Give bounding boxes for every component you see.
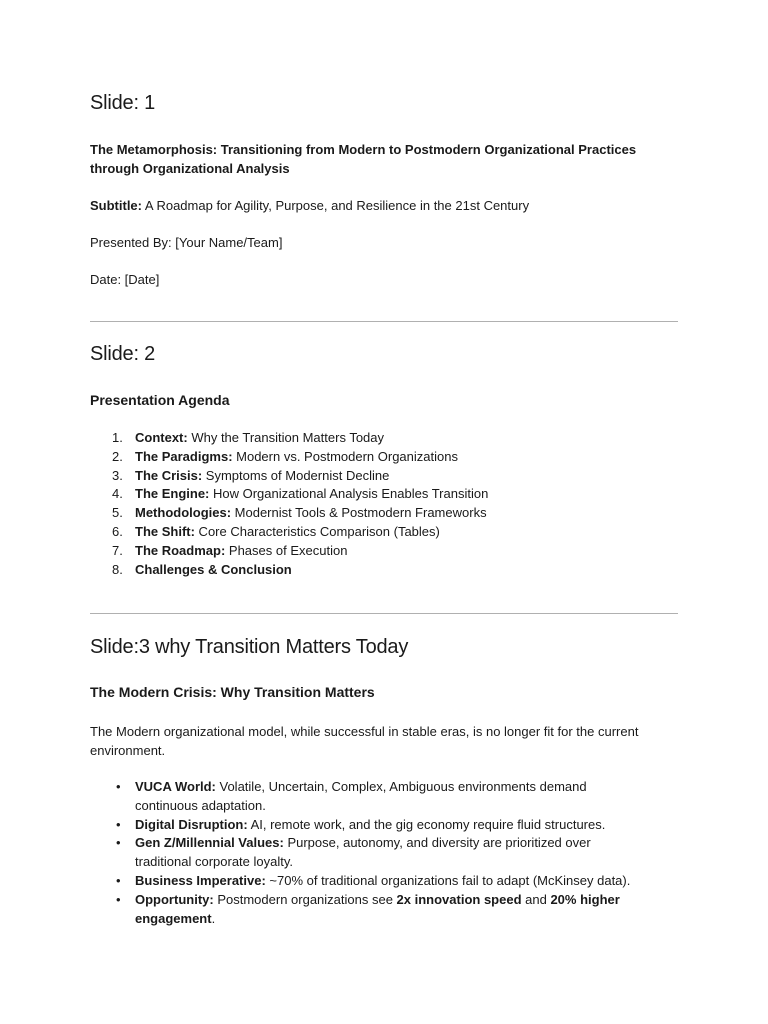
slide-3-heading: Slide:3 why Transition Matters Today xyxy=(90,636,409,658)
divider xyxy=(90,321,678,322)
bullet-icon: • xyxy=(116,872,121,888)
list-item: 6. The Shift: Core Characteristics Comparison (Tables) xyxy=(112,523,440,539)
list-item: 4. The Engine: How Organizational Analysis Enables Transition xyxy=(112,486,489,502)
list-item: • Digital Disruption: AI, remote work, and the gig economy require fluid structures. xyxy=(90,816,678,835)
date-line: Date: [Date] xyxy=(90,272,160,287)
subtitle-text: A Roadmap for Agility, Purpose, and Resilience in the 21st Century xyxy=(142,198,530,213)
agenda-list xyxy=(90,429,678,579)
slide-1-title-line-1: The Metamorphosis: Transitioning from Modern to Postmodern Organizational Practices xyxy=(90,142,637,157)
subtitle-label: Subtitle: xyxy=(90,198,142,213)
slide-2-heading: Slide: 2 xyxy=(90,343,156,365)
bullet-icon: • xyxy=(116,816,121,832)
intro-line-2: environment. xyxy=(90,743,166,758)
bullet-icon: • xyxy=(116,779,121,794)
bullet-icon: • xyxy=(116,891,121,907)
list-item: 2. The Paradigms: Modern vs. Postmodern Organizations xyxy=(112,448,458,464)
slide-1-subtitle xyxy=(90,196,678,215)
slide-1-title xyxy=(90,140,678,178)
intro-line-1: The Modern organizational model, while successful in stable eras, is no longer fit for the current xyxy=(90,724,639,739)
divider xyxy=(90,613,678,614)
slide-1-title-line-2: through Organizational Analysis xyxy=(90,161,290,176)
presented-by: Presented By: [Your Name/Team] xyxy=(90,235,283,250)
list-item: 8. Challenges & Conclusion xyxy=(112,561,292,577)
slide-1-heading: Slide: 1 xyxy=(90,92,156,114)
list-item: • Opportunity: Postmodern organizations see 2x innovation speed and 20% higher engagement. xyxy=(116,891,620,926)
agenda-title: Presentation Agenda xyxy=(90,392,230,408)
list-item: • VUCA World: Volatile, Uncertain, Complex, Ambiguous environments demand continuous adaptation. xyxy=(116,779,587,813)
list-item: 3. The Crisis: Symptoms of Modernist Decline xyxy=(112,467,390,483)
bullet-icon: • xyxy=(116,835,121,851)
list-item: 1. Context: Why the Transition Matters Today xyxy=(112,430,385,445)
section-title: The Modern Crisis: Why Transition Matters xyxy=(90,684,375,700)
bullet-list xyxy=(90,778,678,928)
list-item: 5. Methodologies: Modernist Tools & Postmodern Frameworks xyxy=(112,505,487,521)
list-item: • Business Imperative: ~70% of traditional organizations fail to adapt (McKinsey data). xyxy=(90,872,678,891)
list-item: 7. The Roadmap: Phases of Execution xyxy=(112,542,348,558)
list-item: • Gen Z/Millennial Values: Purpose, autonomy, and diversity are prioritized over traditional corporate loyalty. xyxy=(116,835,591,870)
slide-3-intro xyxy=(90,722,678,760)
